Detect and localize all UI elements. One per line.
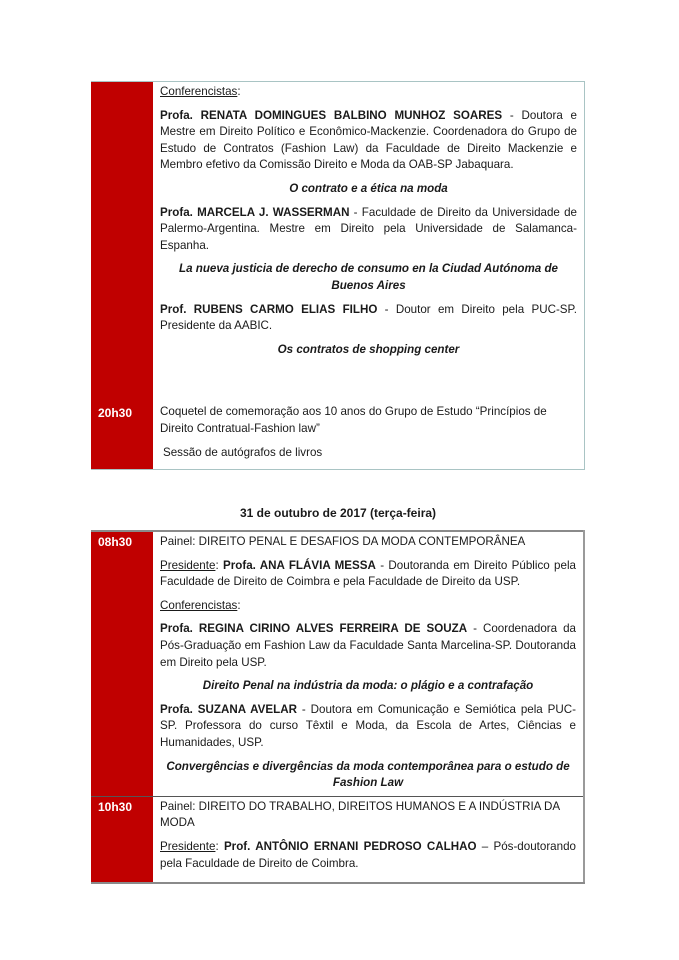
session-content xyxy=(153,531,584,796)
talk-title: Os contratos de shopping center xyxy=(277,342,460,356)
speaker-name: Profa. SUZANA AVELAR xyxy=(160,702,297,716)
cocktail-description: Coquetel de comemoração aos 10 anos do Grupo de Estudo “Princípios de Direito Contratual-Fashion law” xyxy=(160,405,547,435)
spacer xyxy=(160,365,577,398)
speaker-name: Profa. MARCELA J. WASSERMAN xyxy=(160,205,350,219)
presidente-bio: - Doutoranda em Direito Público pela Faculdade de Direito de Coimbra e pela Faculdade de Direito da USP. xyxy=(160,558,576,589)
speaker-name: Profa. REGINA CIRINO ALVES FERREIRA DE SOUZA xyxy=(160,622,468,636)
talk-title: O contrato e a ética na moda xyxy=(289,181,448,195)
panel-title: Painel: DIREITO PENAL E DESAFIOS DA MODA CONTEMPORÂNEA xyxy=(160,535,526,548)
speaker-entry xyxy=(160,108,577,174)
speaker-bio: - Doutora e Mestre em Direito Político e Econômico-Mackenzie. Coordenadora do Grupo de Estudo de Contratos (Fashion Law) da Faculdade de Direito Mackenzie e Membro efetivo da Comissão Direito e Moda da OAB-SP Jabaquara. xyxy=(160,108,578,172)
talk-title: Direito Penal na indústria da moda: o plágio e a contrafação xyxy=(202,679,534,693)
schedule-row xyxy=(91,402,585,469)
schedule-table-day1-continued xyxy=(91,81,585,470)
speaker-entry xyxy=(160,621,576,671)
speaker-entry xyxy=(160,302,577,335)
day-heading: 31 de outubro de 2017 (terça-feira) xyxy=(239,506,437,520)
schedule-row xyxy=(91,82,585,403)
session-content xyxy=(153,82,585,403)
presidente-label: Presidente xyxy=(160,558,216,572)
speaker-entry xyxy=(160,702,576,752)
presidente-name: Profa. ANA FLÁVIA MESSA xyxy=(223,558,376,572)
presidente-bio: – Pós-doutorando pela Faculdade de Direito de Coimbra. xyxy=(160,839,576,870)
speaker-bio: - Doutor em Direito pela PUC-SP. Presidente da AABIC. xyxy=(160,302,577,333)
speaker-entry xyxy=(160,205,577,255)
time-cell: 20h30 xyxy=(91,402,153,469)
speaker-bio: - Coordenadora da Pós-Graduação em Fashion Law da Faculdade Santa Marcelina-SP. Doutoranda em Direito pela USP. xyxy=(160,622,577,669)
session-content xyxy=(153,402,585,469)
speaker-bio: - Doutora em Comunicação e Semiótica pela PUC-SP. Professora do curso Têxtil e Moda, da Escola de Artes, Ciências e Humanidades, USP. xyxy=(160,702,576,749)
time-cell: 08h30 xyxy=(91,531,153,796)
panel-title: Painel: DIREITO DO TRABALHO, DIREITOS HUMANOS E A INDÚSTRIA DA MODA xyxy=(160,799,560,830)
time-cell: 10h30 xyxy=(91,796,153,883)
presidente-label: Presidente xyxy=(160,839,216,853)
conferencistas-heading: Conferencistas: xyxy=(160,85,241,98)
talk-title: La nueva justicia de derecho de consumo en la Ciudad Autónoma de Buenos Aires xyxy=(178,262,559,292)
presidente-entry: Presidente: Profa. ANA FLÁVIA MESSA - Doutoranda em Direito Público pela Faculdade de Direito de Coimbra e pela Faculdade de Direito da USP. xyxy=(160,558,576,589)
talk-title: Convergências e divergências da moda contemporânea para o estudo de Fashion Law xyxy=(166,759,570,790)
speaker-name: Profa. RENATA DOMINGUES BALBINO MUNHOZ SOARES xyxy=(160,108,503,122)
time-cell xyxy=(91,82,153,403)
presidente-entry: Presidente: Prof. ANTÔNIO ERNANI PEDROSO CALHAO – Pós-doutorando pela Faculdade de Direito de Coimbra. xyxy=(160,839,576,870)
speaker-name: Prof. RUBENS CARMO ELIAS FILHO xyxy=(160,302,378,316)
speaker-bio: - Faculdade de Direito da Universidade de Palermo-Argentina. Mestre em Direito pela Universidade de Salamanca-Espanha. xyxy=(160,205,577,252)
conferencistas-heading: Conferencistas: xyxy=(160,598,241,612)
schedule-row xyxy=(91,796,584,883)
session-content xyxy=(153,796,584,883)
schedule-row xyxy=(91,531,584,796)
schedule-table-day2 xyxy=(91,530,585,884)
presidente-name: Prof. ANTÔNIO ERNANI PEDROSO CALHAO xyxy=(223,839,477,853)
autograph-session: Sessão de autógrafos de livros xyxy=(163,445,323,459)
